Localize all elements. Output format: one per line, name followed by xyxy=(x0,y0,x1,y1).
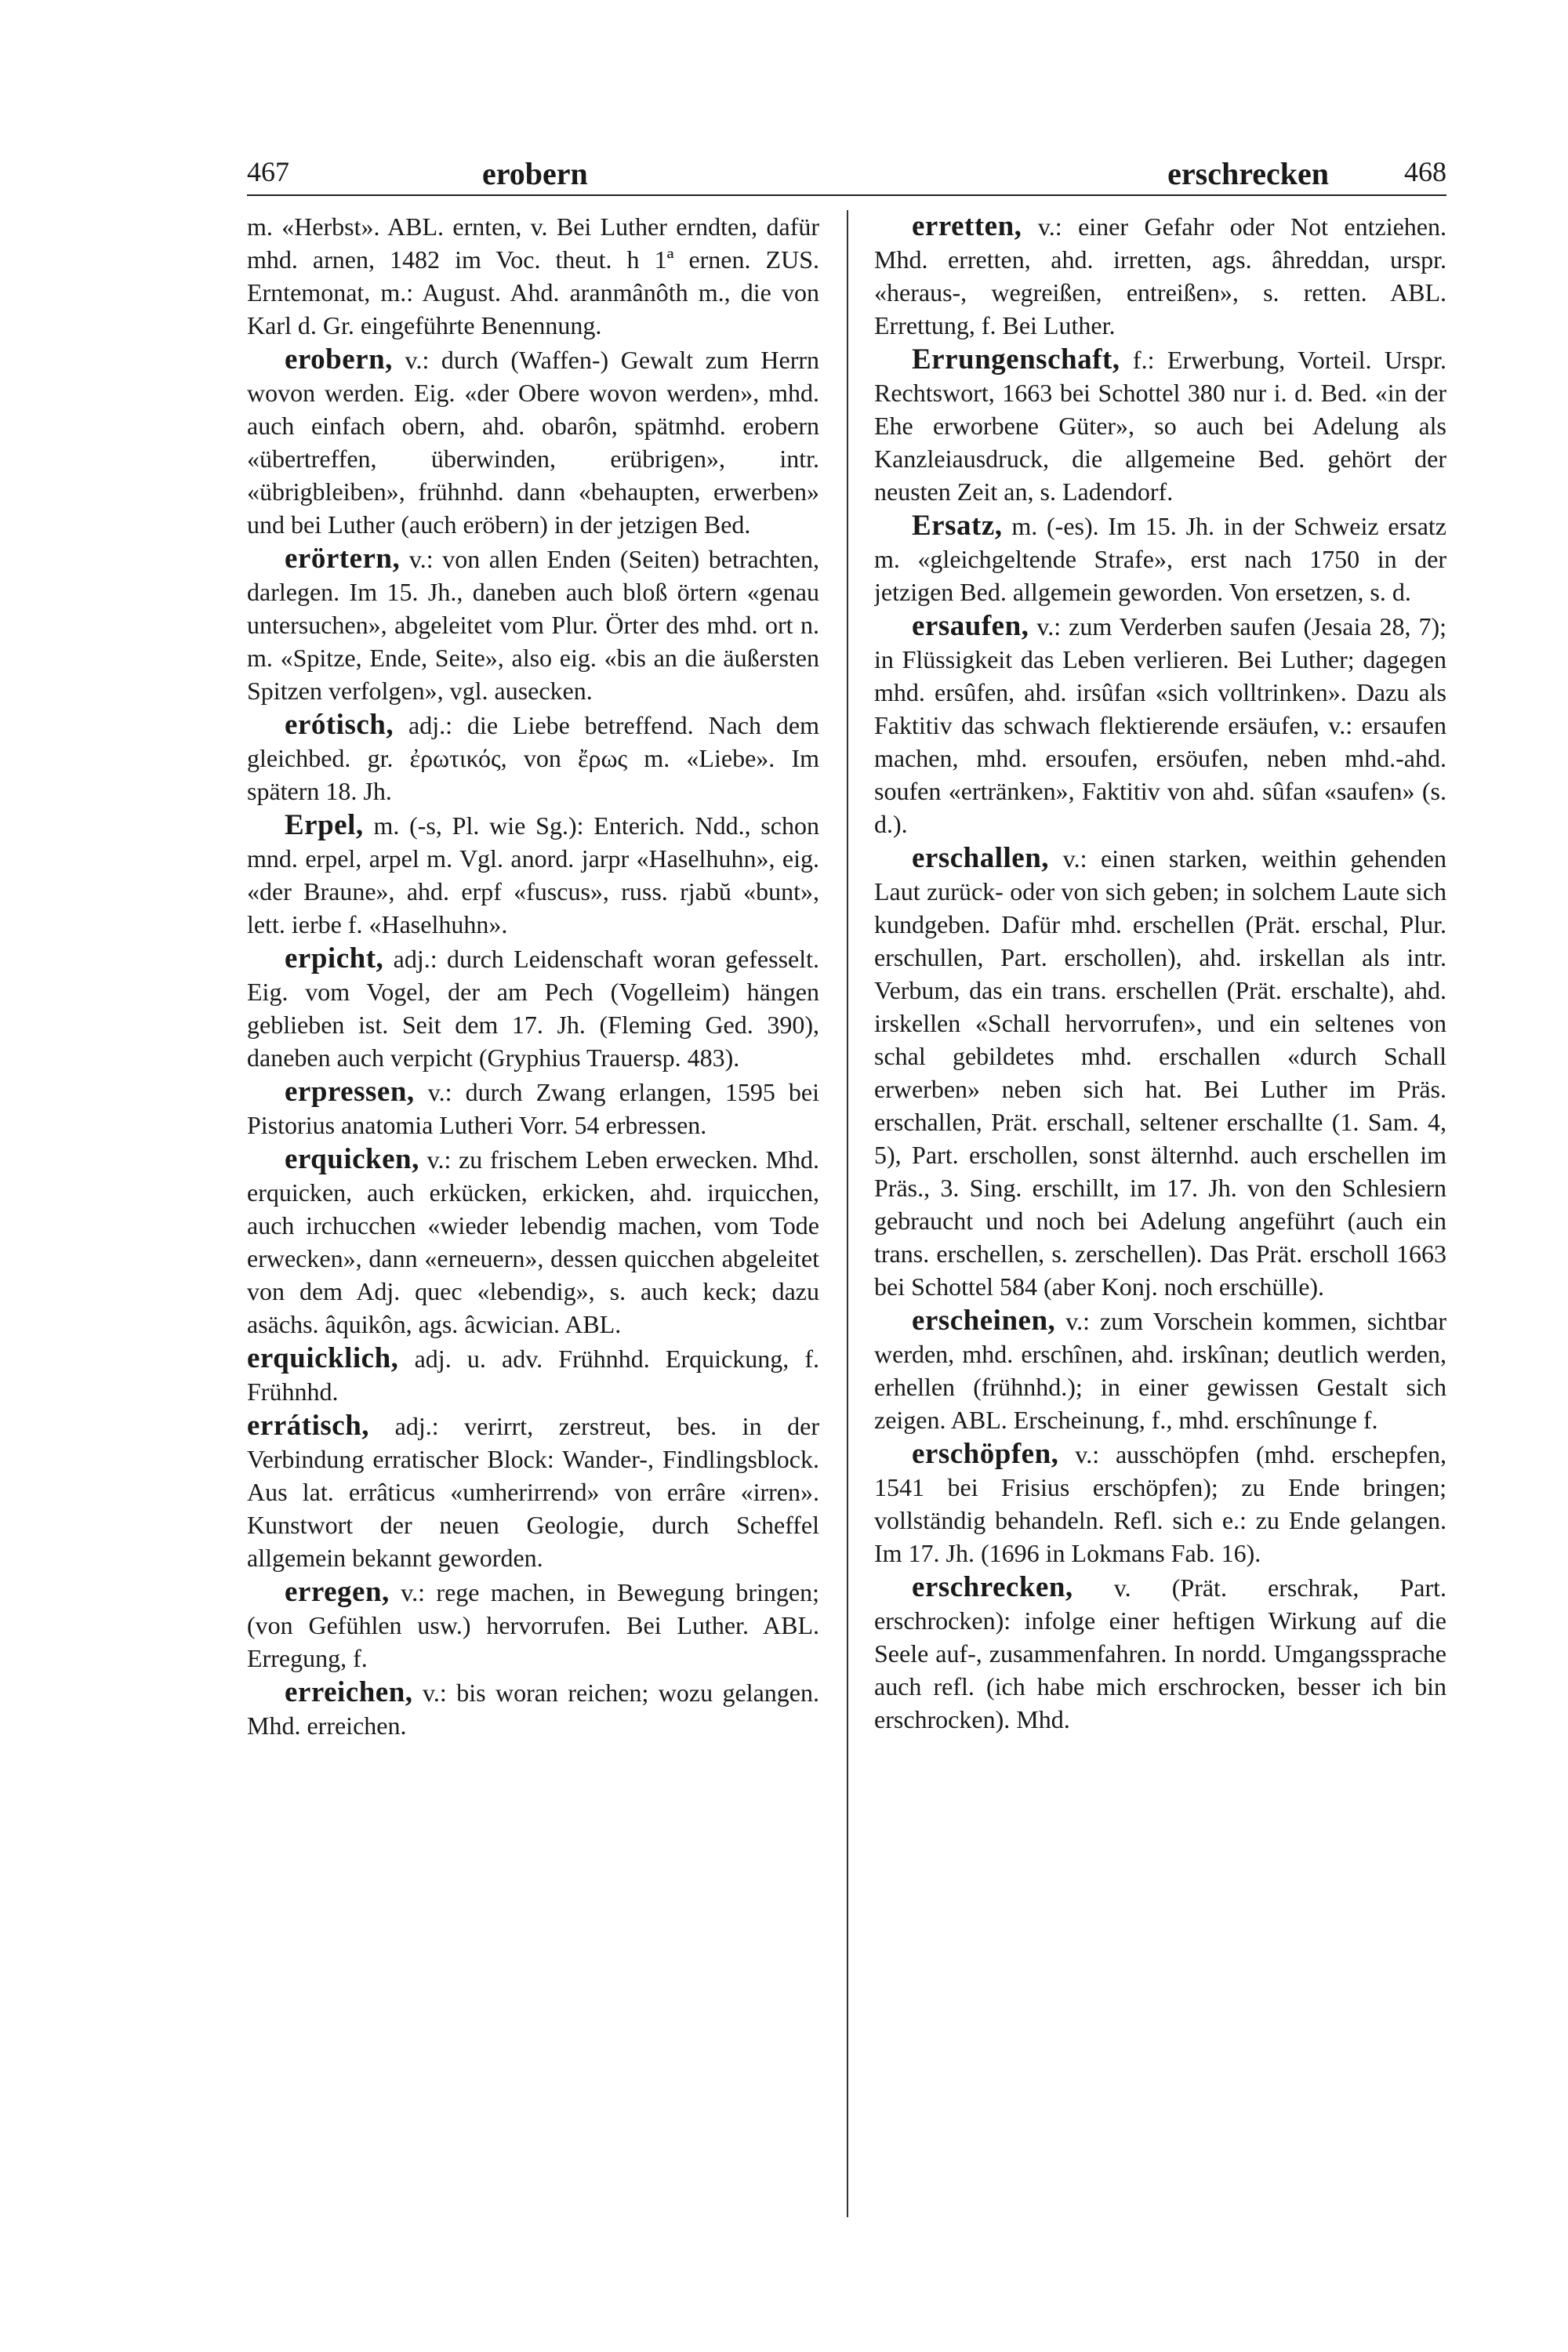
entry-headword: erschrecken, xyxy=(912,1571,1073,1603)
entry-headword: erretten, xyxy=(912,210,1022,242)
dictionary-entry xyxy=(874,343,1446,508)
entry-text: adj.: durch Leidenschaft woran gefesselt. Eig. vom Vogel, der am Pech (Vogelleim) hängen geblieben ist. Seit dem 17. Jh. (Fleming Ged. 390), daneben auch verpicht (Gryphius Trauersp. 483). xyxy=(247,945,819,1072)
dictionary-entry xyxy=(247,1676,819,1742)
entry-text: f.: Erwerbung, Vorteil. Urspr. Rechtswort, 1663 bei Schottel 380 nur i. d. Bed. «in der Ehe erworbene Güter», so auch bei Adelung als Kanzleiausdruck, die allgemeine Bed. gehört der neusten Zeit an, s. Ladendorf. xyxy=(874,346,1446,506)
entry-text: v.: durch (Waffen-) Gewalt zum Herrn wovon werden. Eig. «der Obere wovon werden», mhd. auch einfach obern, ahd. obarôn, spätmhd. erobern «übertreffen, überwinden, erübrigen», intr. «übrigbleiben», frühnhd. dann «behaupten, erwerben» und bei Luther (auch eröbern) in der jetzigen Bed. xyxy=(247,346,819,539)
dictionary-entry xyxy=(874,1438,1446,1570)
entry-text: v.: durch Zwang erlangen, 1595 bei Pistorius anatomia Lutheri Vorr. 54 erbressen. xyxy=(247,1078,819,1139)
entry-text: v.: rege machen, in Bewegung bringen; (von Gefühlen usw.) hervorrufen. Bei Luther. ABL. Erregung, f. xyxy=(247,1578,819,1672)
entry-text: v.: einen starken, weithin gehenden Laut zurück- oder von sich geben; in solchem Laute sich kundgeben. Dafür mhd. erschellen (Prät. erschal, Plur. erschullen, Part. erschollen), ahd. irskellan als intr. Verbum, das ein trans. erschellen (Prät. erschalte), ahd. irskellen «Schall hervorrufen», und ein seltenes von schal gebildetes mhd. erschallen «durch Schall erwerben» neben sich hat. Bei Luther im Präs. erschallen, Prät. erschall, seltener erschallte (1. Sam. 4, 5), Part. erschollen, sonst älternhd. auch erschellen im Präs., 3. Sing. erschillt, im 17. Jh. von den Schlesiern gebraucht und noch bei Adelung angeführt (auch ein trans. erschellen, s. zerschellen). Das Prät. erscholl 1663 bei Schottel 584 (aber Konj. noch erschülle). xyxy=(874,844,1446,1301)
entry-text: adj. u. adv. Frühnhd. Erquickung, f. Frühnhd. xyxy=(247,1345,819,1406)
dictionary-entry xyxy=(874,1305,1446,1436)
dictionary-entry xyxy=(247,210,819,342)
entry-headword: erpressen, xyxy=(285,1076,415,1108)
dictionary-entry xyxy=(247,543,819,707)
entry-headword: erreichen, xyxy=(285,1676,413,1708)
entry-text: m. (-es). Im 15. Jh. in der Schweiz ersatz m. «gleichgeltende Strafe», erst nach 1750 in der jetzigen Bed. allgemein geworden. Von ersetzen, s. d. xyxy=(874,512,1446,606)
entry-headword: erquicken, xyxy=(285,1143,419,1175)
entry-text: v.: bis woran reichen; wozu gelangen. Mhd. erreichen. xyxy=(247,1679,819,1740)
column-divider xyxy=(847,210,848,2217)
entry-headword: erscheinen, xyxy=(912,1305,1056,1337)
entry-text: v.: ausschöpfen (mhd. erschepfen, 1541 bei Frisius erschöpfen); zu Ende bringen; vollständig behandeln. Refl. sich e.: zu Ende gelangen. Im 17. Jh. (1696 in Lokmans Fab. 16). xyxy=(874,1440,1446,1567)
dictionary-entry xyxy=(874,510,1446,608)
dictionary-entry xyxy=(874,1571,1446,1736)
dictionary-entry xyxy=(874,842,1446,1303)
entry-headword: erregen, xyxy=(285,1576,390,1608)
dictionary-entry xyxy=(247,1342,819,1408)
entry-text: v.: zu frischem Leben erwecken. Mhd. erquicken, auch erkücken, erkicken, ahd. irquicchen, auch irchucchen «wieder lebendig machen, vom Tode erwecken», dann «erneuern», dessen quicchen abgeleitet von dem Adj. quec «lebendig», s. auch keck; dazu asächs. âquikôn, ags. âcwician. ABL. xyxy=(247,1145,819,1338)
dictionary-entry xyxy=(874,610,1446,840)
dictionary-entry xyxy=(247,1143,819,1341)
right-column xyxy=(874,210,1446,2249)
entry-headword: erschöpfen, xyxy=(912,1438,1059,1470)
page-header xyxy=(247,147,1446,196)
dictionary-entry xyxy=(874,210,1446,342)
entry-text: v.: zum Vorschein kommen, sichtbar werden, mhd. erschînen, ahd. irskînan; deutlich werden, erhellen (frühnhd.); in einer gewissen Gestalt sich zeigen. ABL. Erscheinung, f., mhd. erschînunge f. xyxy=(874,1307,1446,1434)
entry-text: v.: zum Verderben saufen (Jesaia 28, 7); in Flüssigkeit das Leben verlieren. Bei Luther; dagegen mhd. ersûfen, ahd. irsûfan «sich volltrinken». Dazu als Faktitiv das schwach flektierende ersäufen, v.: ersaufen machen, mhd. ersoufen, ersöufen, neben mhd.-ahd. soufen «ertränken», Faktitiv von ahd. sûfan «saufen» (s. d.). xyxy=(874,612,1446,838)
entry-headword: erobern, xyxy=(285,343,393,376)
entry-headword: erpicht, xyxy=(285,942,384,975)
entry-text: v. (Prät. erschrak, Part. erschrocken): infolge einer heftigen Wirkung auf die Seele auf-, zusammenfahren. In nordd. Umgangssprache auch refl. (ich habe mich erschrocken, besser ich bin erschrocken). Mhd. xyxy=(874,1573,1446,1733)
dictionary-entry xyxy=(247,1576,819,1675)
entry-text: m. (-s, Pl. wie Sg.): Enterich. Ndd., schon mnd. erpel, arpel m. Vgl. anord. jarpr «Haselhuhn», eig. «der Braune», ahd. erpf «fuscus», russ. rjabŭ «bunt», lett. ierbe f. «Haselhuhn». xyxy=(247,811,819,938)
entry-headword: erörtern, xyxy=(285,543,401,575)
dictionary-entry xyxy=(247,1076,819,1142)
page-number-left: 467 xyxy=(247,156,289,187)
dictionary-entry xyxy=(247,1410,819,1574)
entry-headword: Ersatz, xyxy=(912,510,1003,542)
dictionary-entry xyxy=(247,942,819,1074)
left-column xyxy=(247,210,819,2249)
dictionary-entry xyxy=(247,709,819,808)
dictionary-entry xyxy=(247,343,819,541)
entry-text: v.: einer Gefahr oder Not entziehen. Mhd. erretten, ahd. irretten, ags. âhreddan, urspr. «heraus-, wegreißen, entreißen», s. retten. ABL. Errettung, f. Bei Luther. xyxy=(874,212,1446,339)
entry-headword: errátisch, xyxy=(247,1410,370,1442)
entry-headword: Errungenschaft, xyxy=(912,343,1120,376)
entry-headword: erótisch, xyxy=(285,709,394,741)
entry-text: adj.: die Liebe betreffend. Nach dem gleichbed. gr. ἐρωτικός, von ἔρως m. «Liebe». Im spätern 18. Jh. xyxy=(247,711,819,805)
entry-text: adj.: verirrt, zerstreut, bes. in der Verbindung erratischer Block: Wander-, Findlingsblock. Aus lat. errâticus «umherirrend» von errâre «irren». Kunstwort der neuen Geologie, durch Scheffel allgemein bekannt geworden. xyxy=(247,1412,819,1572)
running-headword-left: erobern xyxy=(482,156,588,191)
entry-headword: erschallen, xyxy=(912,842,1050,874)
page-number-right: 468 xyxy=(1404,156,1446,187)
entry-text: v.: von allen Enden (Seiten) betrachten, darlegen. Im 15. Jh., daneben auch bloß örtern «genau untersuchen», abgeleitet vom Plur. Örter des mhd. ort n. m. «Spitze, Ende, Seite», also eig. «bis an die äußersten Spitzen verfolgen», vgl. ausecken. xyxy=(247,545,819,705)
entry-headword: erquicklich, xyxy=(247,1342,399,1374)
running-headword-right: erschrecken xyxy=(1167,156,1329,191)
entry-headword: ersaufen, xyxy=(912,610,1029,642)
entry-text: m. «Herbst». ABL. ernten, v. Bei Luther erndten, dafür mhd. arnen, 1482 im Voc. theut. h 1ª ernen. ZUS. Erntemonat, m.: August. Ahd. aranmânôth m., die von Karl d. Gr. eingeführte Benennung. xyxy=(247,212,819,339)
dictionary-entry xyxy=(247,809,819,941)
entry-headword: Erpel, xyxy=(285,809,364,841)
